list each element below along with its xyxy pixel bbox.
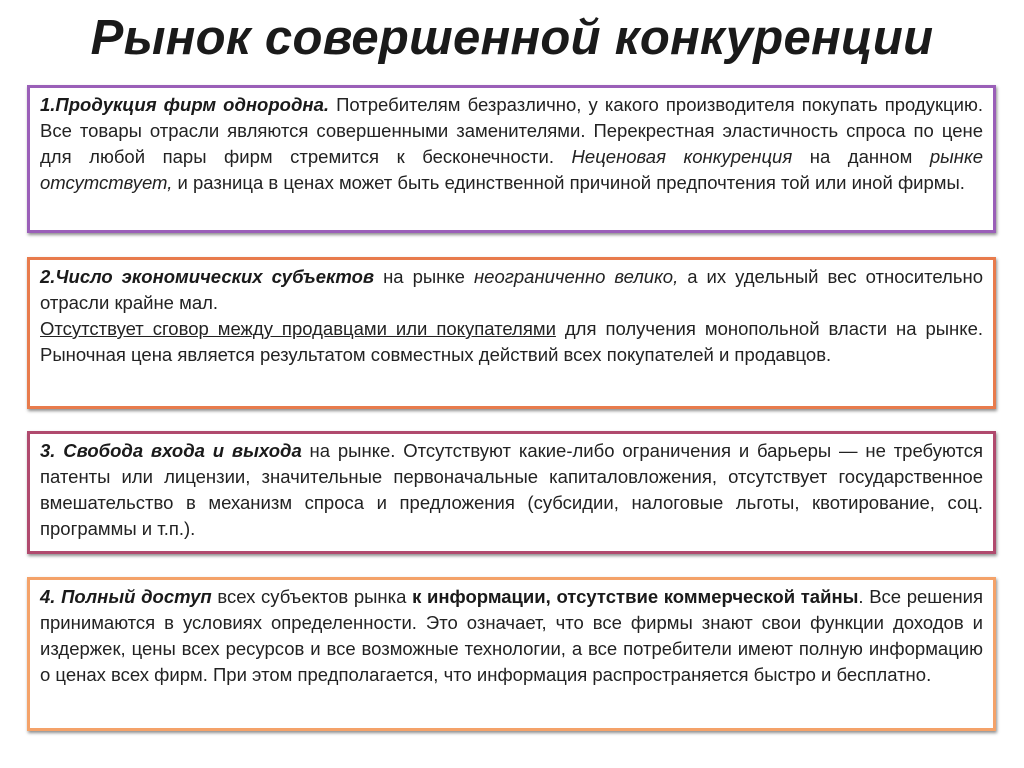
card-1-body-2: на данном [792, 146, 930, 167]
card-2-body-2: а их удельный вес относительно отрасли крайне мал. [40, 266, 983, 313]
card-1-emphasis-2: рынке отсутствует, [40, 146, 983, 193]
card-2-underlined: Отсутствует сговор между продавцами или покупателями [40, 318, 556, 339]
card-3-body: на рынке. Отсутствуют какие-либо ограничения и барьеры — не требуются патенты или лицензии, значительные первоначальные капиталовложения, отсутствует государственное вмешательство в механизм спроса и предложения (субсидии, налоговые льготы, квотирование, соц. программы и т.п.). [40, 440, 983, 539]
card-2-paragraph-1 [40, 264, 983, 316]
card-2-paragraph-2 [40, 316, 983, 368]
page-title: Рынок совершенной конкуренции [90, 11, 934, 65]
card-homogeneous-products [27, 85, 996, 233]
card-number-of-subjects [27, 257, 996, 409]
card-free-entry-exit [27, 431, 996, 554]
card-2-body-3: для получения монопольной власти на рынке. Рыночная цена является результатом совместных действий всех покупателей и продавцов. [40, 318, 983, 365]
card-4-bold: к информации, отсутствие коммерческой тайны [412, 586, 859, 607]
card-1-emphasis-1: Неценовая конкуренция [571, 146, 793, 167]
card-4-body: всех субъектов рынка [211, 586, 413, 607]
card-4-heading: 4. Полный доступ [40, 586, 212, 607]
card-2-emphasis: неограниченно велико, [473, 266, 679, 287]
card-3-text [40, 438, 983, 542]
card-1-body-3: и разница в ценах может быть единственной причиной предпочтения той или иной фирмы. [172, 172, 965, 193]
card-2-body: на рынке [374, 266, 474, 287]
card-2-heading: 2.Число экономических субъектов [40, 266, 375, 287]
card-3-heading: 3. Свобода входа и выхода [40, 440, 302, 461]
card-1-body: Потребителям безразлично, у какого производителя покупать продукцию. Все товары отрасли являются совершенными заменителями. Перекрестная эластичность спроса по цене для любой пары фирм стремится к бесконечности. [40, 94, 983, 167]
card-full-information [27, 577, 996, 731]
card-4-text [40, 584, 983, 688]
card-1-text [40, 92, 983, 196]
card-4-body-2: . Все решения принимаются в условиях определенности. Это означает, что все фирмы знают свои функции доходов и издержек, цены всех ресурсов и все возможные технологии, а все потребители имеют полную информацию о ценах всех фирм. При этом предполагается, что информация распространяется быстро и бесплатно. [40, 586, 983, 685]
card-1-heading: 1.Продукция фирм однородна. [40, 94, 330, 115]
